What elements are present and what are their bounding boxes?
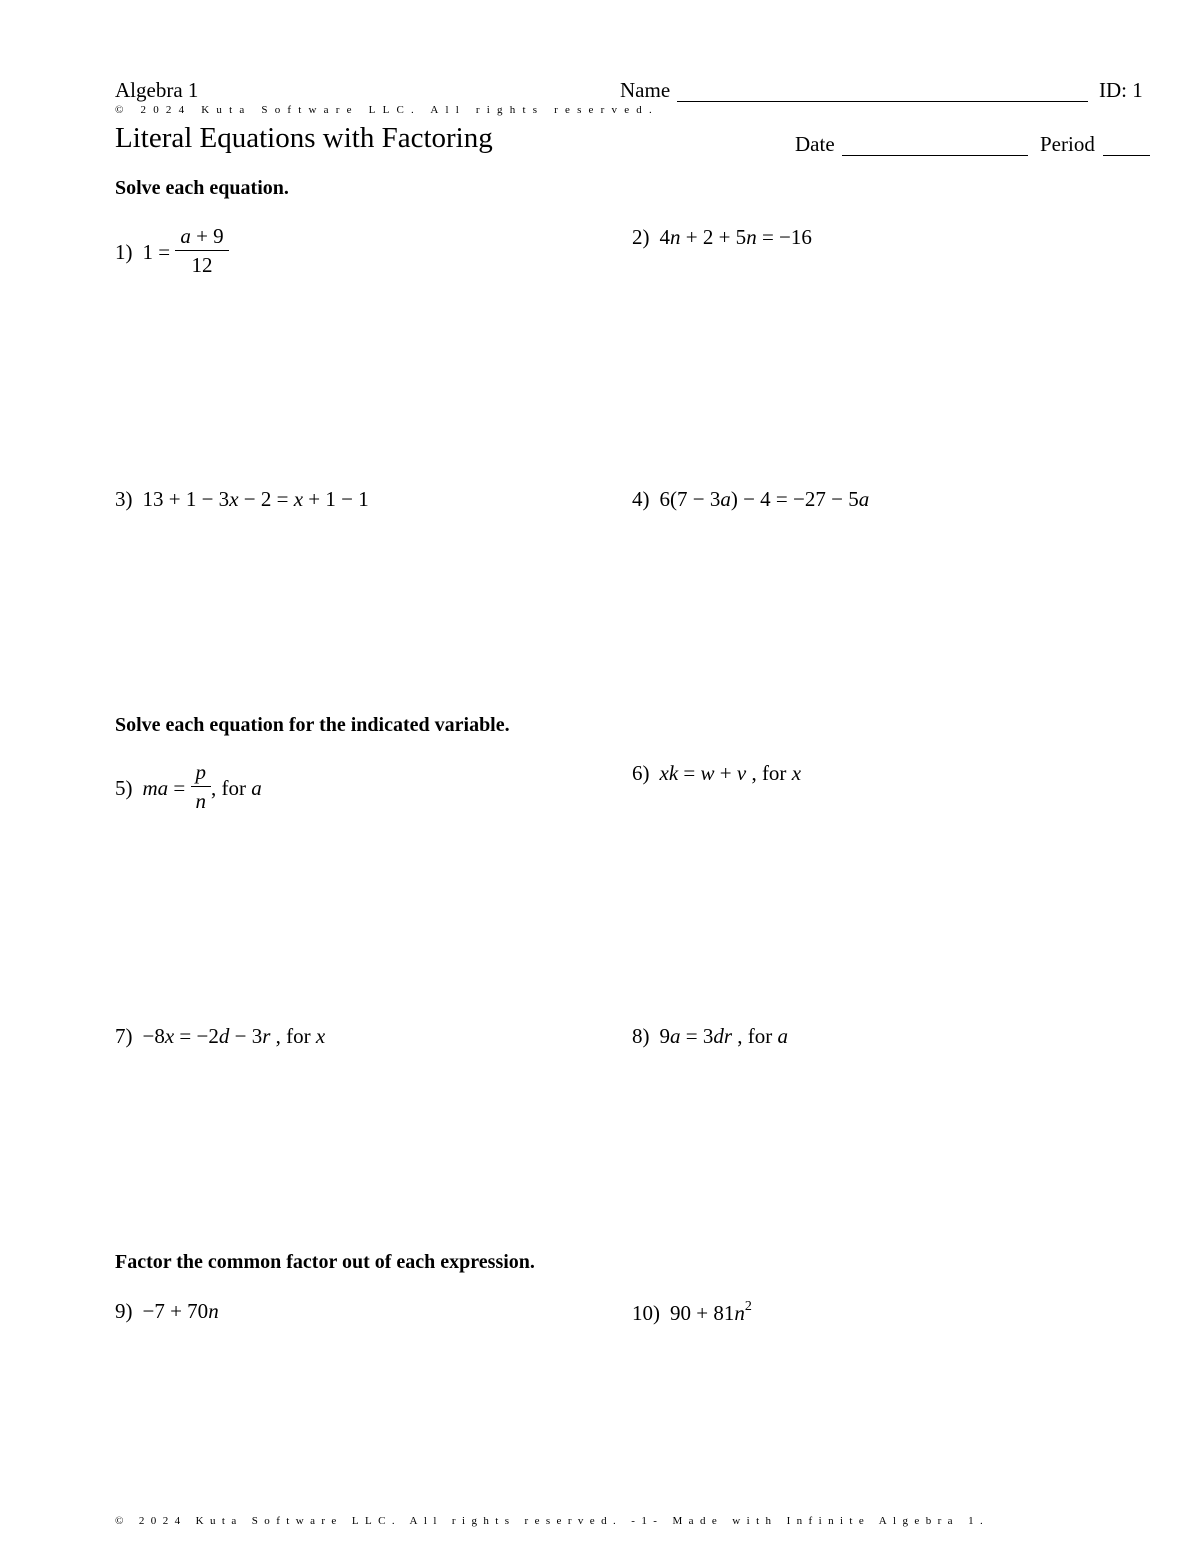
problem-5 [115, 762, 262, 819]
problem-equation: ma = $\frac{p}{n}$ , for a [142, 760, 262, 813]
period-blank-line[interactable] [1103, 155, 1150, 156]
problem-equation: $90 + 81n^2$ [670, 1299, 752, 1325]
problem-number: 2) [632, 225, 650, 249]
problem-equation: 9a = 3dr , for a [659, 1024, 789, 1048]
problem-number: 8) [632, 1024, 650, 1048]
problem-2 [632, 225, 812, 250]
footer-copyright: © 2024 Kuta Software LLC. All rights reserved. [115, 1515, 623, 1527]
fraction: $\frac{a + 9}{12}$ [175, 222, 228, 279]
copyright-notice: © 2024 Kuta Software LLC. All rights reserved. [115, 104, 659, 116]
problem-equation: 6(7 − 3a) − 4 = −27 − 5a [659, 487, 870, 511]
problem-equation: −8x = −2d − 3r , for x [142, 1024, 326, 1048]
problem-equation: −7 + 70n [142, 1299, 219, 1323]
course-name: Algebra 1 [115, 78, 199, 102]
problem-10 [632, 1299, 752, 1326]
footer-made-with: Made with Infinite Algebra 1. [672, 1515, 990, 1527]
problem-7 [115, 1024, 325, 1049]
section-instruction: Solve each equation. [115, 177, 289, 199]
page-number: -1- [631, 1515, 664, 1527]
problem-number: 10) [632, 1301, 660, 1325]
period-label: Period [1040, 132, 1095, 156]
problem-6 [632, 761, 801, 786]
section-instruction: Solve each equation for the indicated variable. [115, 714, 510, 736]
problem-8 [632, 1024, 788, 1049]
problem-1 [115, 226, 229, 283]
name-label: Name [620, 78, 671, 102]
id-label: ID: 1 [1099, 78, 1143, 102]
footer [115, 1515, 989, 1527]
name-blank-line[interactable] [677, 101, 1088, 102]
section-instruction: Factor the common factor out of each expression. [115, 1251, 535, 1273]
problem-equation: 4n + 2 + 5n = −16 [659, 225, 812, 249]
date-blank-line[interactable] [842, 155, 1028, 156]
problem-equation: xk = w + v , for x [659, 761, 802, 785]
problem-number: 1) [115, 240, 133, 265]
problem-equation: 1 = $\frac{a + 9}{12}$ [143, 240, 229, 264]
fraction: $\frac{p}{n}$ [191, 758, 212, 815]
date-label: Date [795, 132, 835, 156]
problem-4 [632, 487, 869, 512]
problem-number: 4) [632, 487, 650, 511]
problem-equation: 13 + 1 − 3x − 2 = x + 1 − 1 [142, 487, 369, 511]
problem-number: 3) [115, 487, 133, 511]
problem-number: 5) [115, 776, 133, 801]
problem-9 [115, 1299, 219, 1324]
problem-number: 6) [632, 761, 650, 785]
worksheet-title: Literal Equations with Factoring [115, 122, 493, 154]
problem-number: 9) [115, 1299, 133, 1323]
problem-3 [115, 487, 369, 512]
problem-number: 7) [115, 1024, 133, 1048]
